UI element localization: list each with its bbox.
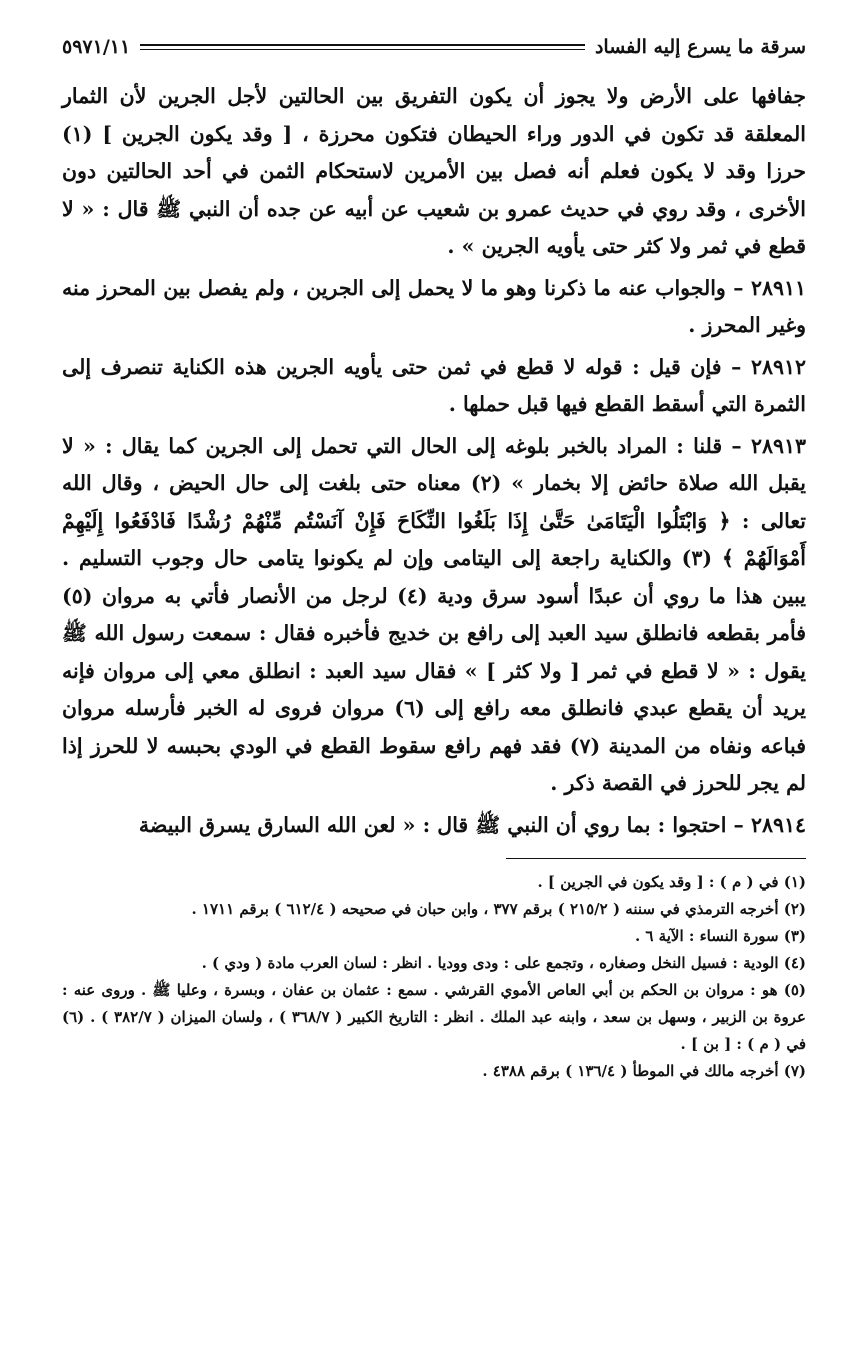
paragraph-number: ٢٨٩١٤ — [750, 812, 806, 837]
footnote-separator — [506, 858, 806, 859]
paragraph — [62, 78, 806, 266]
paragraph-number: ٢٨٩١١ — [750, 275, 806, 300]
footnote: (١) في ( م ) : [ وقد يكون في الجرين ] . — [537, 873, 806, 891]
paragraph-number: ٢٨٩١٣ — [750, 433, 806, 458]
running-header — [62, 30, 806, 64]
paragraph: ٢٨٩١٢ – فإن قيل : قوله لا قطع في ثمن حتى يأويه الجرين هذه الكناية تنصرف إلى الثمرة التي أسقط القطع فيها قبل حملها . — [62, 354, 806, 416]
paragraph: ٢٨٩١٣ – قلنا : المراد بالخبر بلوغه إلى الحال التي تحمل إلى الجرين كما يقال : « لا يقبل الله صلاة حائض إلا بخمار » (٢) معناه حتى بلغت إلى حال الحيض ، وقال الله تعالى : ﴿ وَابْتَلُوا الْيَتَامَىٰ حَتَّىٰ إِذَا بَلَغُوا النِّكَاحَ فَإِنْ آنَسْتُم مِّنْهُمْ رُشْدًا فَادْفَعُوا إِلَيْهِمْ أَمْوَالَهُمْ ﴾ (٣) والكناية راجعة إلى اليتامى وإن لم يكونوا يتامى حال وجوب التسليم . يبين هذا ما روي أن عبدًا أسود سرق ودية (٤) لرجل من الأنصار فأتي به مروان (٥) فأمر بقطعه فانطلق سيد العبد إلى رافع بن خديج فأخبره فقال : سمعت رسول الله ﷺ يقول : « لا قطع في ثمر [ ولا كثر ] » فقال سيد العبد : انطلق معي إلى مروان فإنه يريد أن يقطع عبدي فانطلق معه رافع إلى (٦) مروان فروى له الخبر فأرسله مروان فباعه ونفاه من المدينة (٧) فقد فهم رافع سقوط القطع في الودي بحبسه لا للحرز إذا لم يجر للحرز في القصة ذكر . — [62, 433, 807, 795]
paragraph-text: احتجوا : بما روي أن النبي ﷺ قال : « لعن الله السارق يسرق البيضة — [138, 812, 727, 837]
book-page — [62, 30, 806, 1320]
footnotes — [62, 869, 806, 1085]
paragraph: ٢٨٩١٤ – احتجوا : بما روي أن النبي ﷺ قال : « لعن الله السارق يسرق البيضة — [138, 812, 806, 837]
chapter-title: سرقة ما يسرع إليه الفساد — [594, 36, 806, 58]
footnote: (٢) أخرجه الترمذي في سننه ( ٢١٥/٢ ) برقم ٣٧٧ ، وابن حبان في صحيحه ( ٦١٢/٤ ) برقم ١٧١١ . — [191, 900, 806, 918]
paragraph-text: فإن قيل : قوله لا قطع في ثمن حتى يأويه الجرين هذه الكناية تنصرف إلى الثمرة التي أسقط القطع فيها قبل حملها . — [62, 354, 806, 416]
page-reference: ٥٩٧١/١١ — [62, 36, 131, 58]
footnote: (٤) الودية : فسيل النخل وصغاره ، وتجمع على : ودى ووديا . انظر : لسان العرب مادة ( ودي ) . — [201, 954, 806, 972]
footnote: (٧) أخرجه مالك في الموطأ ( ١٣٦/٤ ) برقم ٤٣٨٨ . — [482, 1062, 806, 1080]
header-rule — [140, 44, 585, 50]
paragraph-text: قلنا : المراد بالخبر بلوغه إلى الحال التي تحمل إلى الجرين كما يقال : « لا يقبل الله صلاة حائض إلا بخمار » (٢) معناه حتى بلغت إلى حال الحيض ، وقال الله تعالى : ﴿ وَابْتَلُوا الْيَتَامَىٰ حَتَّىٰ إِذَا بَلَغُوا النِّكَاحَ فَإِنْ آنَسْتُم مِّنْهُمْ رُشْدًا فَادْفَعُوا إِلَيْهِمْ أَمْوَالَهُمْ ﴾ (٣) والكناية راجعة إلى اليتامى وإن لم يكونوا يتامى حال وجوب التسليم . يبين هذا ما روي أن عبدًا أسود سرق ودية (٤) لرجل من الأنصار فأتي به مروان (٥) فأمر بقطعه فانطلق سيد العبد إلى رافع بن خديج فأخبره فقال : سمعت رسول الله ﷺ يقول : « لا قطع في ثمر [ ولا كثر ] » فقال سيد العبد : انطلق معي إلى مروان فإنه يريد أن يقطع عبدي فانطلق معه رافع إلى (٦) مروان فروى له الخبر فأرسله مروان فباعه ونفاه من المدينة (٧) فقد فهم رافع سقوط القطع في الودي بحبسه لا للحرز إذا لم يجر للحرز في القصة ذكر . — [62, 433, 807, 795]
footnote: (٣) سورة النساء : الآية ٦ . — [634, 927, 806, 945]
footnote: (٥) هو : مروان بن الحكم بن أبي العاص الأموي القرشي . سمع : عثمان بن عفان ، وبسرة ، وعليا ﷺ . وروى عنه : عروة بن الزبير ، وسهل بن سعد ، وابنه عبد الملك . انظر : التاريخ الكبير ( ٣٦٨/٧ ) ، ولسان الميزان ( ٣٨٢/٧ ) . (٦) في ( م ) : [ بن ] . — [62, 981, 806, 1053]
paragraph-text: جفافها على الأرض ولا يجوز أن يكون التفريق بين الحالتين لأجل الجرين لأن الثمار المعلقة قد تكون في الدور وراء الحيطان فتكون محرزة ، [ وقد يكون الجرين ] (١) حرزا وقد لا يكون فعلم أنه فصل بين الأمرين لاستحكام الثمن في أحد الحالتين دون الأخرى ، وقد روي في حديث عمرو بن شعيب عن أبيه عن جده أن النبي ﷺ قال : « لا قطع في ثمر ولا كثر حتى يأويه الجرين » . — [62, 84, 806, 258]
main-text — [62, 78, 806, 844]
paragraph-number: ٢٨٩١٢ — [750, 354, 806, 379]
paragraph-text: والجواب عنه ما ذكرنا وهو ما لا يحمل إلى الجرين ، ولم يفصل بين المحرز منه وغير المحرز . — [62, 275, 806, 337]
paragraph: ٢٨٩١١ – والجواب عنه ما ذكرنا وهو ما لا يحمل إلى الجرين ، ولم يفصل بين المحرز منه وغير المحرز . — [62, 275, 806, 337]
